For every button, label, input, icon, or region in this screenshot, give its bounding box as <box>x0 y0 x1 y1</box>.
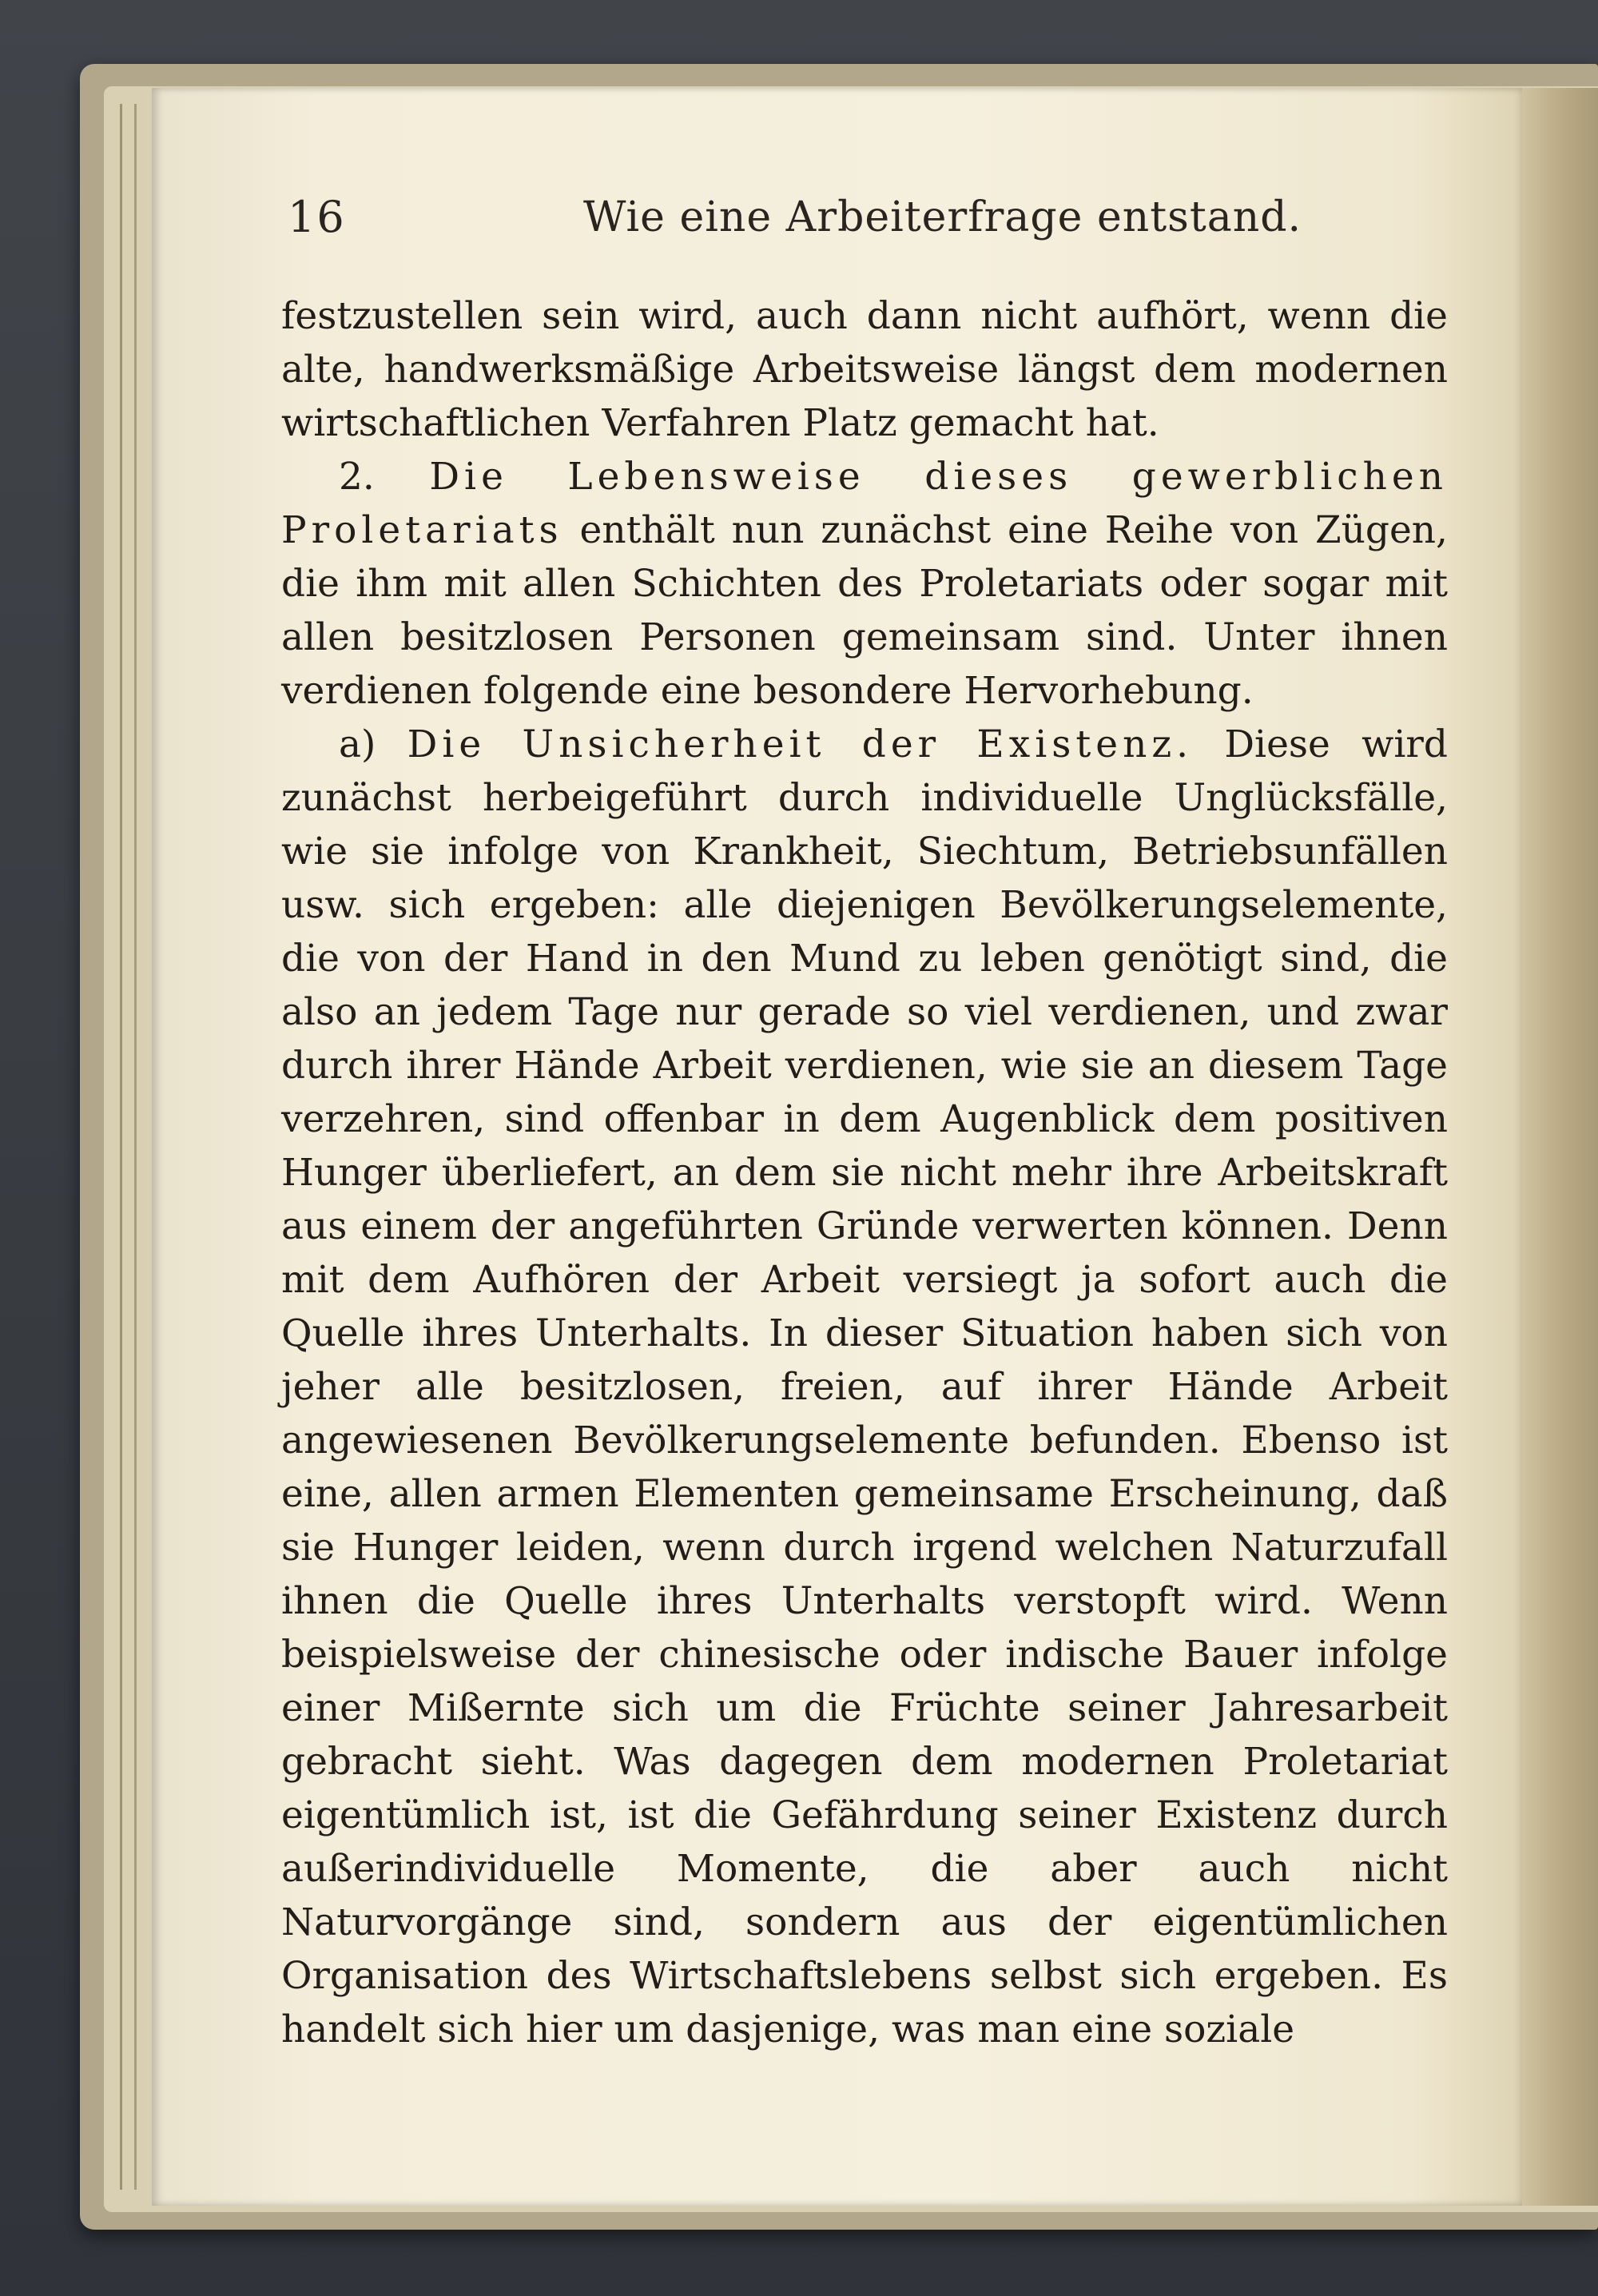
page-number: 16 <box>288 192 346 242</box>
emphasized-text: Die Lebensweise dieses gewerblichen Proletariats <box>281 455 1448 552</box>
gutter-line <box>120 104 122 2190</box>
emphasized-text: Die Unsicherheit der Existenz. <box>407 722 1194 766</box>
paragraph-number: 2. <box>339 455 430 499</box>
gutter-line <box>134 104 137 2190</box>
paragraph-text: Diese wird zunächst herbeigeführt durch individuelle Unglücksfälle, wie sie infolge von Krankheit, Siechtum, Betriebsunfällen usw. sich ergeben: alle diejenigen Bevölkerungselemente, die von der Hand in den Mund zu leben genötigt sind, die also an jedem Tage nur gerade so viel verdienen, und zwar durch ihrer Hände Arbeit verdienen, wie sie an diesem Tage verzehren, sind offenbar in dem Augenblick dem positiven Hunger überliefert, an dem sie nicht mehr ihre Arbeitskraft aus einem der angeführten Gründe verwerten können. Denn mit dem Aufhören der Arbeit versiegt ja sofort auch die Quelle ihres Unterhalts. In dieser Situation haben sich von jeher alle besitzlosen, freien, auf ihrer Hände Arbeit angewiesenen Bevölkerungselemente befunden. Ebenso ist eine, allen armen Elementen gemeinsame Erscheinung, daß sie Hunger leiden, wenn durch irgend welchen Naturzufall ihnen die Quelle ihres Unterhalts verstopft wird. Wenn beispielsweise der chinesische oder indische Bauer infolge einer Mißernte sich um die Früchte seiner Jahresarbeit gebracht sieht. Was dagegen dem modernen Proletariat eigentümlich ist, ist die Gefährdung seiner Existenz durch außerindividuelle Momente, die aber auch nicht Naturvorgänge sind, sondern aus der eigentümlichen Organisation des Wirtschaftslebens selbst sich ergeben. Es handelt sich hier um dasjenige, was man eine soziale <box>281 722 1448 2051</box>
paragraph <box>281 450 1448 718</box>
running-title: Wie eine Arbeiterfrage entstand. <box>583 193 1302 241</box>
next-page-edge <box>1522 88 1598 2206</box>
paragraph-number: a) <box>339 722 407 766</box>
paragraph <box>281 289 1448 450</box>
page-header <box>288 184 1446 264</box>
page-body <box>281 289 1448 2056</box>
paragraph-text: festzustellen sein wird, auch dann nicht aufhört, wenn die alte, handwerksmäßige Arbeitsweise längst dem modernen wirtschaftlichen Verfahren Platz gemacht hat. <box>281 294 1448 445</box>
paragraph <box>281 718 1448 2056</box>
paragraph-text: enthält nun zunächst eine Reihe von Zügen, die ihm mit allen Schichten des Proletariats oder sogar mit allen besitzlosen Personen gemeinsam sind. Unter ihnen verdienen folgende eine besondere Hervorhebung. <box>281 508 1448 713</box>
